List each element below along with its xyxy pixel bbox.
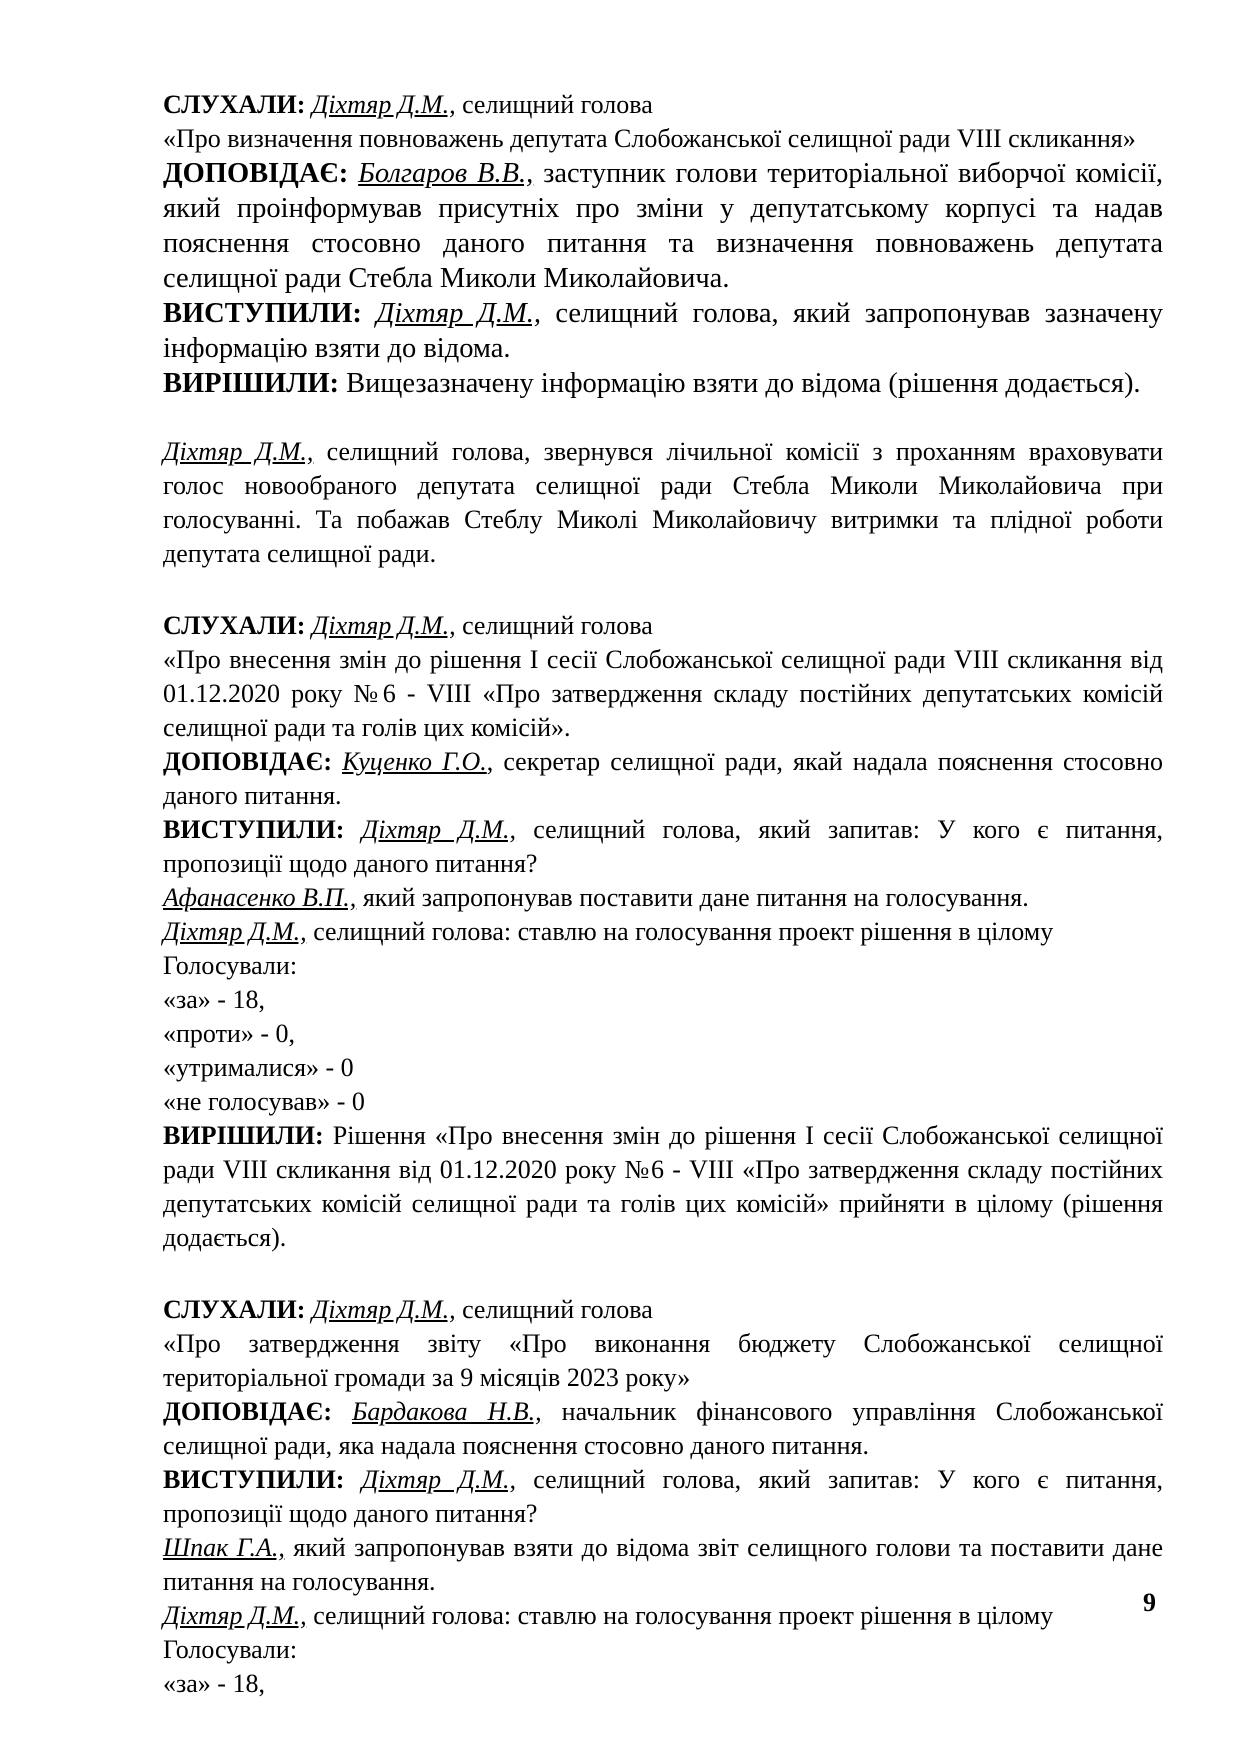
speaker-name: Діхтяр Д.М., [311,90,456,119]
proposal-line [163,881,1163,915]
speaker-name: Діхтяр Д.М., [311,611,456,640]
decided-line [163,1119,1163,1255]
vote-against: «проти» - 0, [163,1019,296,1048]
spoke-label: ВИСТУПИЛИ: [163,1465,345,1494]
reporter-line [163,745,1163,813]
heard-label: СЛУХАЛИ: [163,90,306,119]
item-title: «Про затвердження звіту «Про виконання бюджету Слобожанської селищної територіальної громади за 9 місяців 2023 року» [163,1329,1163,1392]
reporter-text: , секретар селищної ради, якай надала пояснення стосовно даного питання. [163,747,1163,810]
reporter-line [163,156,1163,296]
item-title: «Про внесення змін до рішення І сесії Слобожанської селищної ради VIII скликання від 01.12.2020 року №6 - VIII «Про затвердження складу постійних депутатських комісій селищної ради та голів цих комісій». [163,645,1163,742]
heard-line [163,609,1163,643]
speaker-name: Афанасенко В.П., [163,883,357,912]
note-paragraph [163,435,1163,571]
heard-line [163,1293,1163,1327]
decided-line [163,366,1163,401]
spoke-line [163,296,1163,366]
spoke-line [163,1463,1163,1531]
reporter-line [163,1395,1163,1463]
spoke-text: селищний голова, який запропонував зазначену інформацію взяти до відома. [163,298,1163,364]
speaker-name: Діхтяр Д.М., [361,815,517,844]
vote-call-text: селищний голова: ставлю на голосування проект рішення в цілому [306,1601,1054,1630]
speaker-name: Діхтяр Д.М., [163,437,314,466]
agenda-item-1 [163,88,1163,571]
spoke-label: ВИСТУПИЛИ: [163,298,362,329]
speaker-name: Діхтяр Д.М., [376,298,541,329]
agenda-item-3 [163,1293,1163,1701]
voted-label: Голосували: [163,951,298,980]
spacer [163,1255,1163,1293]
decided-text: Рішення «Про внесення змін до рішення І сесії Слобожанської селищної ради VIII скликання від 01.12.2020 року №6 - VIII «Про затвердження складу постійних депутатських комісій селищної ради та голів цих комісій» прийняти в цілому (рішення додається). [163,1121,1163,1252]
agenda-item-2 [163,609,1163,1255]
spacer [163,571,1163,609]
proposal-text: який запропонував взяти до відома звіт селищного голови та поставити дане питання на голосування. [163,1533,1163,1596]
reporter-text: начальник фінансового управління Слобожанської селищної ради, яка надала пояснення стосовно даного питання. [163,1397,1164,1460]
document-body [163,88,1163,1701]
heard-text: селищний голова [455,90,653,119]
heard-text: селищний голова [455,611,653,640]
speaker-name: Шпак Г.А., [163,1533,285,1562]
reporter-label: ДОПОВІДАЄ: [163,1397,332,1426]
vote-for: «за» - 18, [163,985,265,1014]
decided-label: ВИРІШИЛИ: [163,368,340,399]
speaker-name: Діхтяр Д.М., [163,1601,307,1630]
item-title: «Про визначення повноважень депутата Слобожанської селищної ради VIII скликання» [163,124,1136,153]
speaker-name: Діхтяр Д.М., [163,917,307,946]
heard-label: СЛУХАЛИ: [163,1295,306,1324]
reporter-label: ДОПОВІДАЄ: [163,158,349,189]
speaker-name: Діхтяр Д.М., [311,1295,456,1324]
reporter-name: Бардакова Н.В., [352,1397,542,1426]
page-number: 9 [1143,1588,1156,1617]
proposal-text: який запропонував поставити дане питання на голосування. [356,883,1029,912]
reporter-label: ДОПОВІДАЄ: [163,747,332,776]
vote-not-voted: «не голосував» - 0 [163,1087,365,1116]
reporter-name: Куценко Г.О. [342,747,487,776]
spoke-line [163,813,1163,881]
decided-label: ВИРІШИЛИ: [163,1121,324,1150]
reporter-text: заступник голови територіальної виборчої комісії, який проінформував присутніх про зміни у депутатському корпусі та надав пояснення стосовно даного питання та визначення повноважень депутата селищної ради Стебла Миколи Миколайовича. [163,158,1164,294]
decided-text: Вищезазначену інформацію взяти до відома (рішення додається). [339,368,1141,399]
vote-call-line [163,1599,1163,1633]
spoke-text: селищний голова, який запитав: У кого є питання, пропозиції щодо даного питання? [163,815,1163,878]
voted-label: Голосували: [163,1635,298,1664]
reporter-name: Болгаров В.В., [358,158,534,189]
heard-label: СЛУХАЛИ: [163,611,306,640]
vote-call-line [163,915,1163,949]
vote-call-text: селищний голова: ставлю на голосування проект рішення в цілому [306,917,1054,946]
spacer [163,401,1163,435]
heard-line [163,88,1163,122]
proposal-line [163,1531,1163,1599]
speaker-name: Діхтяр Д.М., [361,1465,517,1494]
vote-for: «за» - 18, [163,1669,265,1698]
spoke-text: селищний голова, який запитав: У кого є питання, пропозиції щодо даного питання? [163,1465,1163,1528]
vote-abstained: «утрималися» - 0 [163,1053,354,1082]
note-text: селищний голова, звернувся лічильної комісії з проханням враховувати голос новообраного депутата селищної ради Стебла Миколи Миколайовича при голосуванні. Та побажав Стеблу Миколі Миколайовичу витримки та плідної роботи депутата селищної ради. [163,437,1164,568]
heard-text: селищний голова [455,1295,653,1324]
spoke-label: ВИСТУПИЛИ: [163,815,345,844]
